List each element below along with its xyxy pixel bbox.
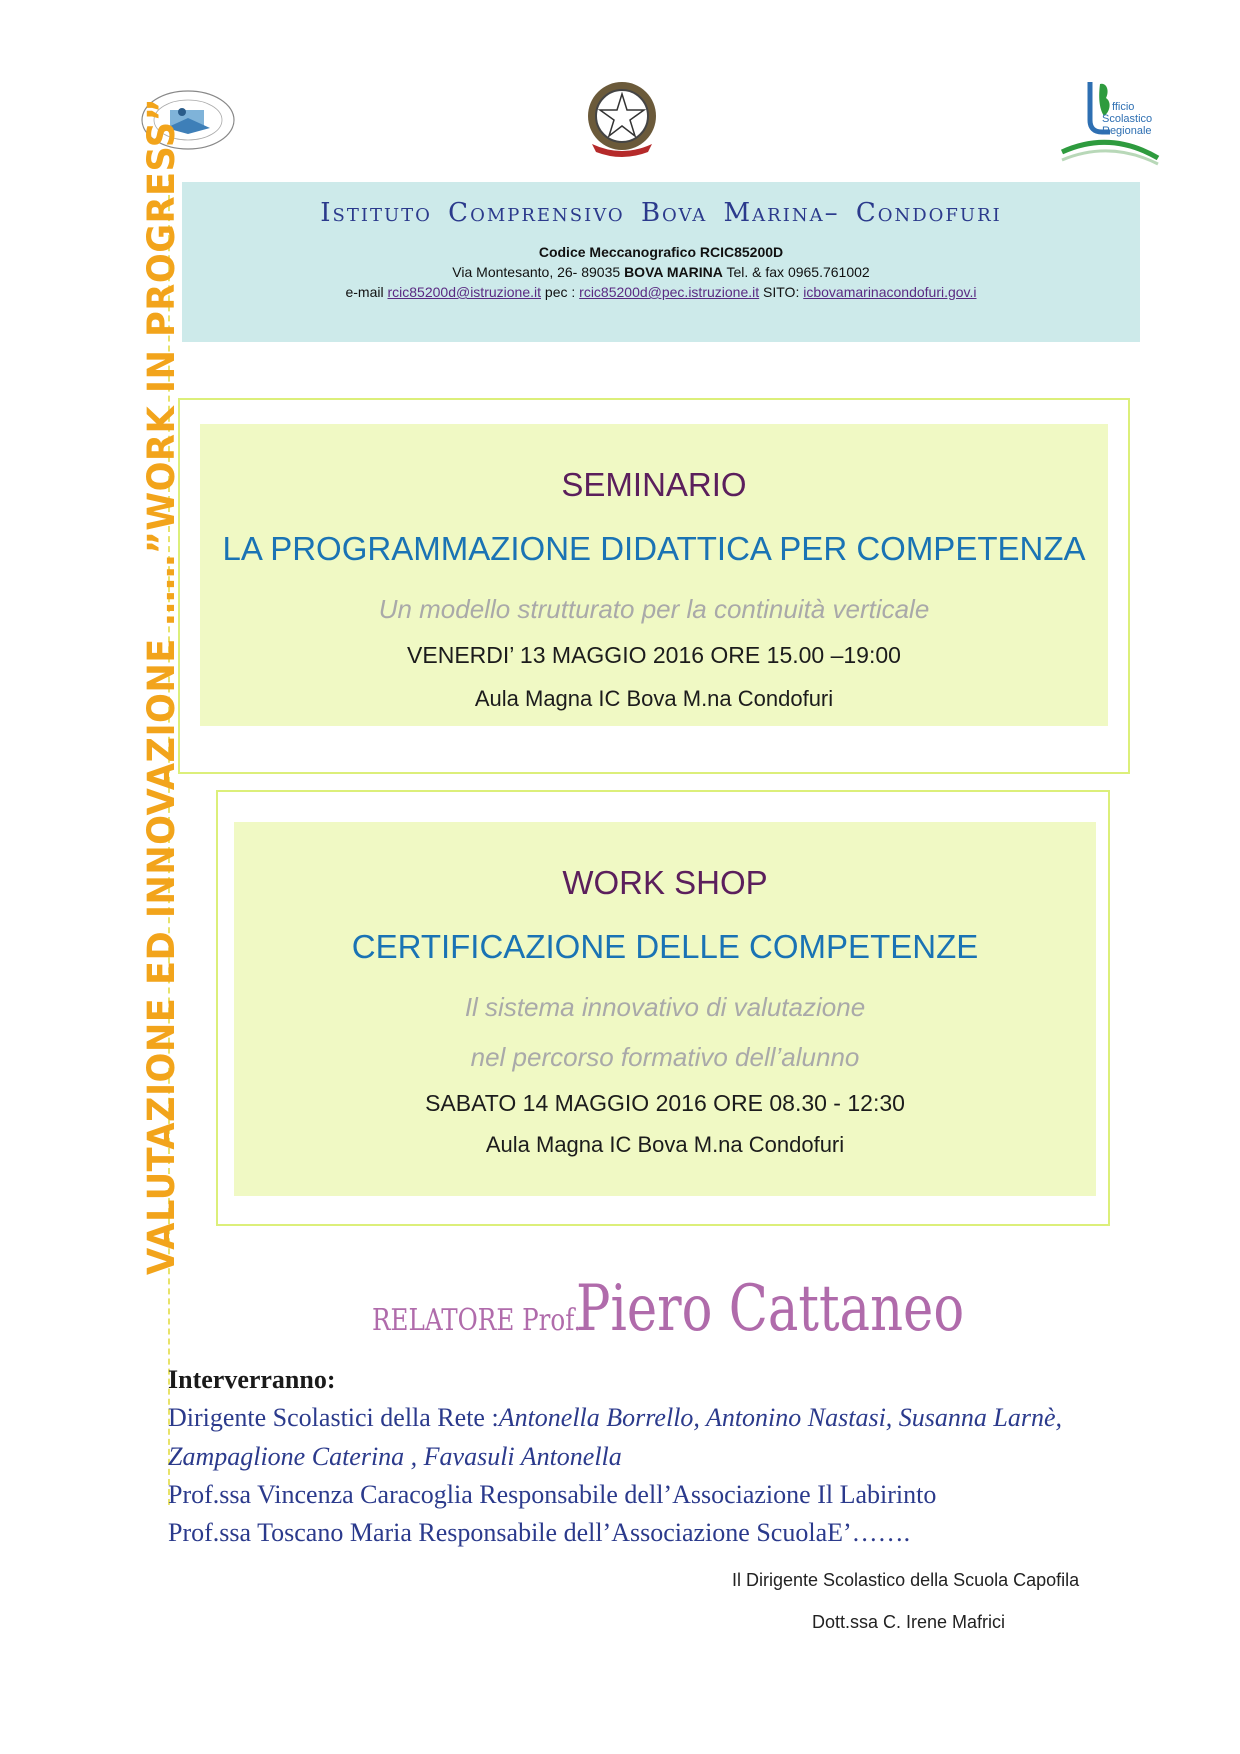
logo-text-line3: Regionale <box>1102 125 1152 137</box>
school-address <box>182 264 1140 280</box>
seminar-title: SEMINARIO <box>561 466 747 503</box>
pec-label: pec : <box>544 284 580 300</box>
interventions-line-1 <box>168 1403 1062 1433</box>
email-link[interactable]: rcic85200d@istruzione.it <box>387 284 542 300</box>
interventions-heads-label: Dirigente Scolastici della Rete : <box>168 1403 499 1432</box>
interventions-heads-names: Antonella Borrello, Antonino Nastasi, Susanna Larnè, <box>498 1403 1063 1432</box>
site-label: SITO: <box>759 284 804 300</box>
speaker-label: RELATORE Prof. <box>372 1303 582 1338</box>
signature-name: Dott.ssa C. Irene Mafrici <box>812 1612 1006 1632</box>
school-code: Codice Meccanografico RCIC85200D <box>538 244 784 260</box>
republic-emblem-icon <box>582 78 662 160</box>
address-city: BOVA MARINA <box>624 264 723 280</box>
school-contacts <box>182 284 1140 300</box>
seminar-location: Aula Magna IC Bova M.na Condofuri <box>474 686 834 711</box>
logo-text-line2: Scolastico <box>1102 113 1153 125</box>
site-link[interactable]: icbovamarinacondofuri.gov.i <box>803 284 977 300</box>
ufficio-scolastico-logo-icon <box>1060 80 1160 170</box>
workshop-datetime: SABATO 14 MAGGIO 2016 ORE 08.30 - 12:30 <box>425 1090 905 1116</box>
workshop-subtitle: CERTIFICAZIONE DELLE COMPETENZE <box>351 928 979 965</box>
signature-role: Il Dirigente Scolastico della Scuola Capofila <box>732 1570 1080 1590</box>
interventions-line-2 <box>168 1442 622 1472</box>
workshop-box <box>234 822 1096 1196</box>
workshop-tagline-2: nel percorso formativo dell’alunno <box>470 1042 860 1072</box>
seminar-subtitle: LA PROGRAMMAZIONE DIDATTICA PER COMPETENZA <box>222 530 1086 567</box>
interventions-line-3: Prof.ssa Vincenza Caracoglia Responsabile dell’Associazione Il Labirinto <box>168 1480 937 1509</box>
interventions-title: Interverranno: <box>168 1365 336 1394</box>
speaker-name: Piero Cattaneo <box>576 1272 965 1346</box>
seminar-box <box>200 424 1108 726</box>
vertical-banner-text: VALUTAZIONE ED INNOVAZIONE ……”WORK IN PROGRESS” <box>140 97 183 1275</box>
interventions-heads-names-2: Zampaglione Caterina , Favasuli Antonella <box>168 1442 622 1471</box>
workshop-tagline-1: Il sistema innovativo di valutazione <box>464 992 866 1022</box>
address-street: Via Montesanto, 26- 89035 <box>452 264 625 280</box>
workshop-location: Aula Magna IC Bova M.na Condofuri <box>485 1132 845 1157</box>
email-label: e-mail <box>345 284 388 300</box>
address-phone: Tel. & fax 0965.761002 <box>722 264 870 280</box>
school-header <box>182 182 1140 342</box>
pec-link[interactable]: rcic85200d@pec.istruzione.it <box>579 284 760 300</box>
workshop-title: WORK SHOP <box>562 864 768 901</box>
seminar-tagline: Un modello strutturato per la continuità verticale <box>378 594 930 624</box>
school-name: Istituto Comprensivo Bova Marina– Condofuri <box>320 198 1002 228</box>
seminar-datetime: VENERDI’ 13 MAGGIO 2016 ORE 15.00 –19:00 <box>407 642 901 668</box>
logo-text-line1: fficio <box>1112 101 1135 113</box>
interventions-line-4: Prof.ssa Toscano Maria Responsabile dell’Associazione ScuolaE’……. <box>168 1518 911 1547</box>
speaker <box>372 1272 1062 1346</box>
